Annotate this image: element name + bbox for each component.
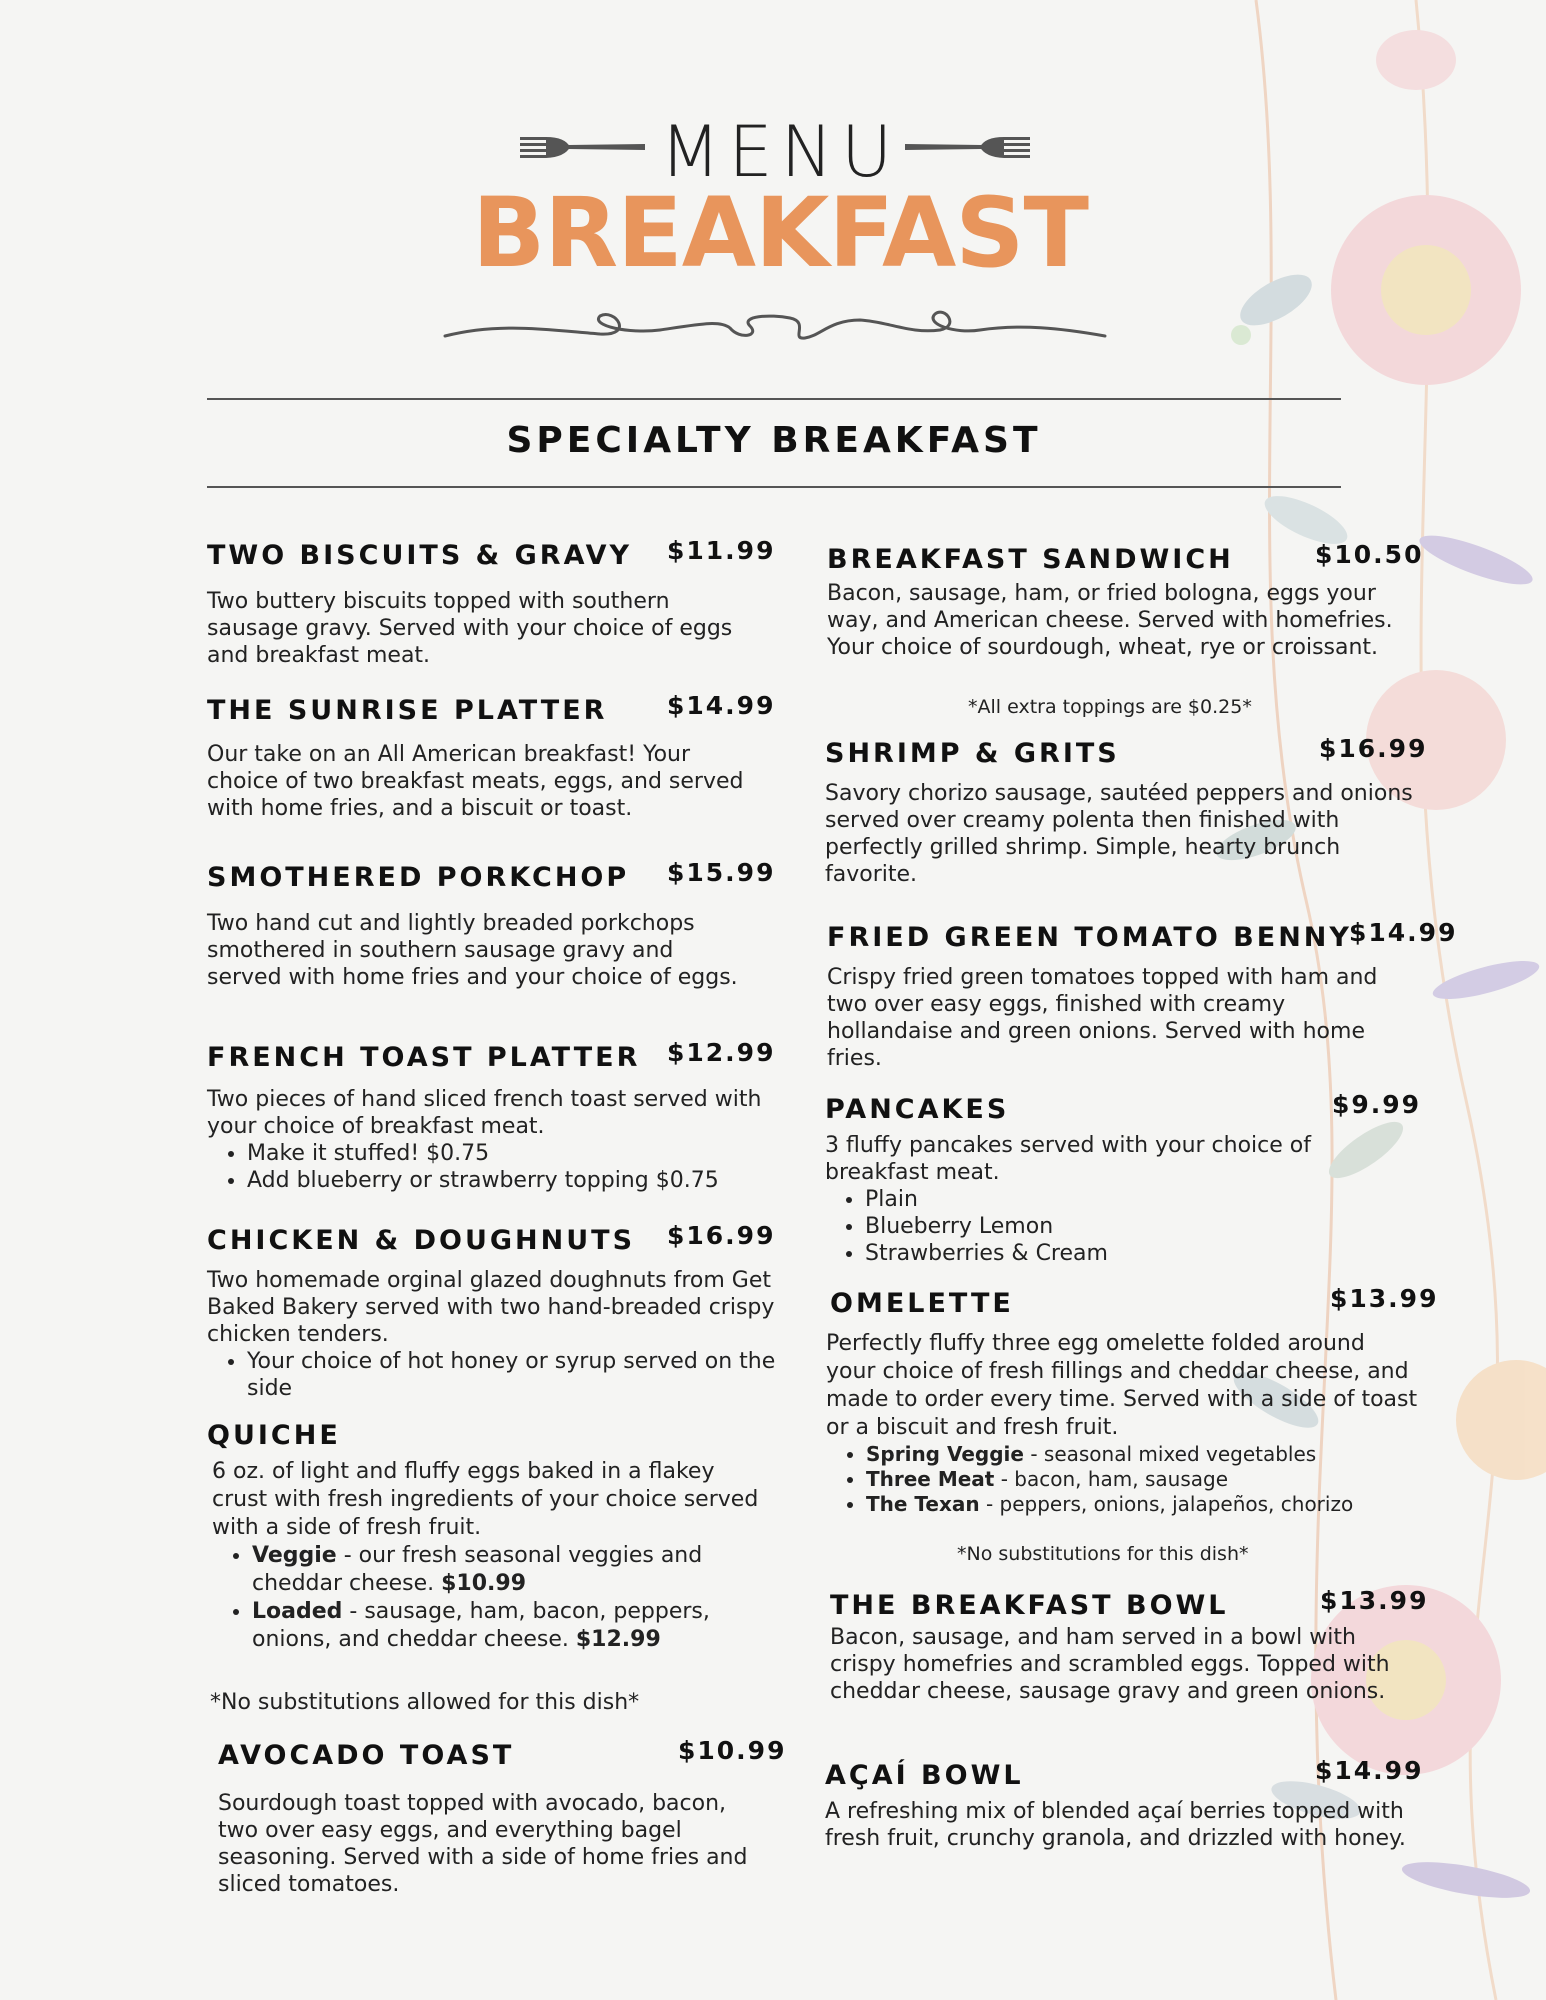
option-item: • Strawberries & Cream [865, 1240, 1385, 1267]
variant-item: • Three Meat - bacon, ham, sausage [866, 1467, 1421, 1492]
section-rule-bottom [207, 486, 1341, 488]
item-description: Two buttery biscuits topped with southern sausage gravy. Served with your choice of eggs and breakfast meat. [207, 589, 733, 668]
item-price: $10.50 [1315, 540, 1424, 569]
item-name: PANCAKES [825, 1094, 1010, 1125]
item-name: CHICKEN & DOUGHNUTS [207, 1225, 636, 1256]
option-item: • Add blueberry or strawberry topping $0.75 [247, 1167, 767, 1194]
item-price: $11.99 [667, 536, 776, 565]
item-description: Two hand cut and lightly breaded porkchops smothered in southern sausage gravy and served with home fries and your choice of eggs. [207, 911, 738, 990]
item-price: $12.99 [667, 1038, 776, 1067]
item-name: AÇAÍ BOWL [825, 1760, 1024, 1791]
fork-icon [520, 132, 645, 162]
item-name: OMELETTE [830, 1288, 1014, 1319]
item-name: FRENCH TOAST PLATTER [207, 1042, 641, 1073]
item-price: $16.99 [1319, 734, 1428, 763]
item-name: THE BREAKFAST BOWL [830, 1590, 1229, 1621]
item-name: THE SUNRISE PLATTER [207, 695, 608, 726]
item-description: Our take on an All American breakfast! Your choice of two breakfast meats, eggs, and served with home fries, and a biscuit or toast. [207, 742, 744, 821]
item-description-text: Two pieces of hand sliced french toast served with your choice of breakfast meat. [207, 1087, 762, 1139]
variant-item: • Loaded - sausage, ham, bacon, peppers, onions, and cheddar cheese. $12.99 [252, 1598, 772, 1654]
item-price: $15.99 [667, 858, 776, 887]
item-name: BREAKFAST SANDWICH [827, 544, 1234, 575]
option-item: • Make it stuffed! $0.75 [247, 1140, 767, 1167]
item-price: $14.99 [667, 691, 776, 720]
item-price: $13.99 [1320, 1586, 1429, 1615]
item-description-text: Two homemade orginal glazed doughnuts from Get Baked Bakery served with two hand-breaded crispy chicken tenders. [207, 1268, 775, 1347]
swirl-divider-icon [440, 300, 1110, 350]
section-rule-top [207, 398, 1341, 400]
sandwich-note: *All extra toppings are $0.25* [968, 696, 1252, 718]
item-price: $10.99 [678, 1736, 787, 1765]
menu-label: MENU [660, 111, 901, 193]
option-item: • Blueberry Lemon [865, 1213, 1385, 1240]
item-price: $16.99 [667, 1221, 776, 1250]
item-price: $13.99 [1330, 1284, 1439, 1313]
item-description [825, 1132, 1385, 1267]
page-title: BREAKFAST [472, 177, 1088, 289]
item-description: Sourdough toast topped with avocado, bacon, two over easy eggs, and everything bagel seasoning. Served with a side of home fries and sliced tomatoes. [218, 1791, 748, 1897]
variant-item: • The Texan - peppers, onions, jalapeños, chorizo [866, 1492, 1421, 1517]
variant-item: • Spring Veggie - seasonal mixed vegetables [866, 1442, 1421, 1467]
item-description: Bacon, sausage, and ham served in a bowl with crispy homefries and scrambled eggs. Topped with cheddar cheese, sausage gravy and green onions. [830, 1625, 1390, 1704]
omelette-note: *No substitutions for this dish* [957, 1543, 1249, 1565]
item-description: Crispy fried green tomatoes topped with ham and two over easy eggs, finished with creamy hollandaise and green onions. Served with home fries. [827, 965, 1378, 1071]
item-price: $14.99 [1349, 918, 1458, 947]
item-name: SHRIMP & GRITS [825, 738, 1120, 769]
item-price: $9.99 [1332, 1090, 1422, 1119]
item-description: A refreshing mix of blended açaí berries topped with fresh fruit, crunchy granola, and drizzled with honey. [825, 1799, 1406, 1851]
option-item: • Plain [865, 1186, 1385, 1213]
section-title: SPECIALTY BREAKFAST [506, 420, 1042, 461]
item-description-text: 3 fluffy pancakes served with your choice of breakfast meat. [825, 1133, 1311, 1185]
item-name: TWO BISCUITS & GRAVY [207, 540, 633, 571]
item-description: Savory chorizo sausage, sautéed peppers and onions served over creamy polenta then finished with perfectly grilled shrimp. Simple, hearty brunch favorite. [825, 781, 1413, 887]
item-price: $14.99 [1315, 1756, 1424, 1785]
item-description [212, 1458, 772, 1654]
item-description [207, 1086, 767, 1194]
item-name: QUICHE [207, 1420, 341, 1451]
item-description [207, 1267, 807, 1402]
item-name: SMOTHERED PORKCHOP [207, 862, 630, 893]
fork-icon [905, 132, 1030, 162]
option-item: • Your choice of hot honey or syrup served on the side [247, 1348, 807, 1402]
item-description: Bacon, sausage, ham, or fried bologna, eggs your way, and American cheese. Served with homefries. Your choice of sourdough, wheat, rye or croissant. [827, 581, 1393, 660]
item-description-text: Perfectly fluffy three egg omelette folded around your choice of fresh fillings and cheddar cheese, and made to order every time. Served with a side of toast or a biscuit and fresh fruit. [826, 1331, 1418, 1440]
item-name: FRIED GREEN TOMATO BENNY [827, 922, 1352, 953]
item-name: AVOCADO TOAST [218, 1740, 515, 1771]
variant-item: • Veggie - our fresh seasonal veggies and cheddar cheese. $10.99 [252, 1542, 772, 1598]
item-description [826, 1330, 1421, 1517]
item-description-text: 6 oz. of light and fluffy eggs baked in a flakey crust with fresh ingredients of your choice served with a side of fresh fruit. [212, 1459, 759, 1540]
quiche-note: *No substitutions allowed for this dish* [210, 1690, 640, 1715]
